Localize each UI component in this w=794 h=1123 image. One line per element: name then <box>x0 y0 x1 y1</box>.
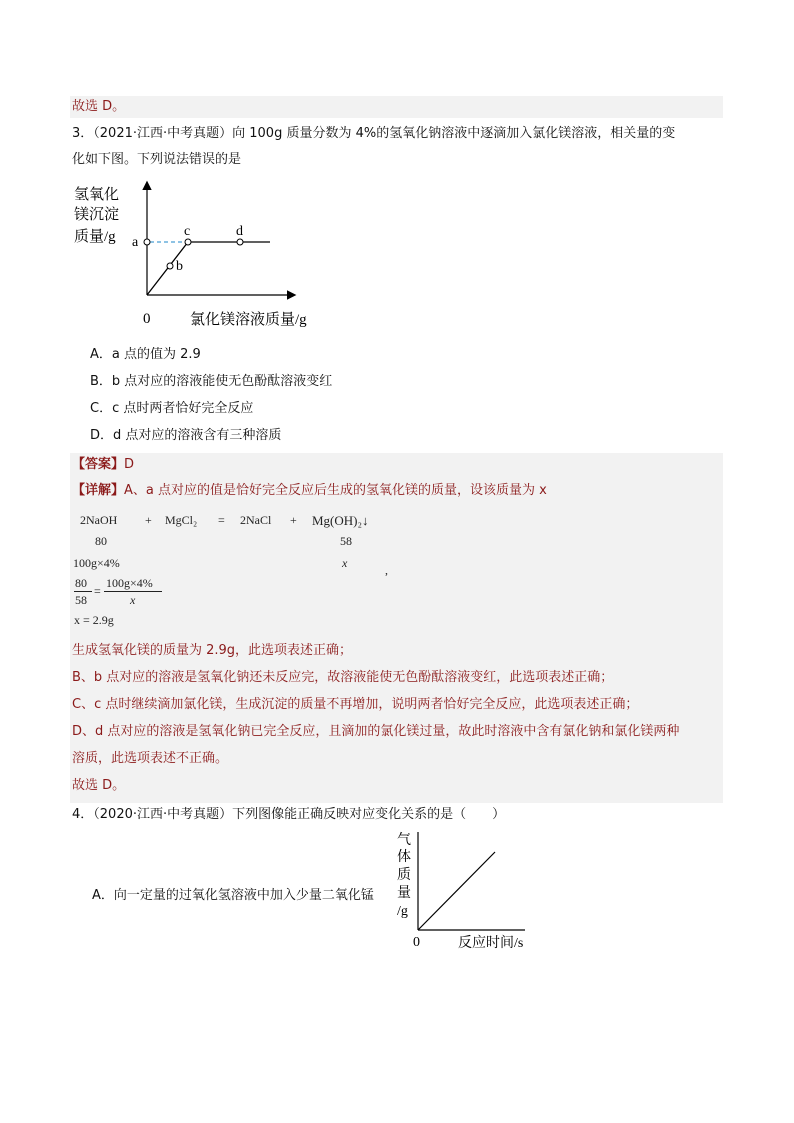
q3-point-c <box>185 239 191 245</box>
eq-equals: = <box>218 513 225 527</box>
q3-option-c: C．c 点时两者恰好完全反应 <box>90 401 254 416</box>
frac-eq: = <box>94 584 101 598</box>
frac-left-bar <box>74 591 92 592</box>
eq-plus2: + <box>290 513 297 527</box>
q4-graph-line <box>418 852 495 930</box>
q3-graph-ylabel-3: 质量/g <box>74 229 116 245</box>
eq-p1: 2NaCl <box>240 513 272 527</box>
eq-plus1: + <box>145 513 152 527</box>
q4-stem: 4．（2020·江西·中考真题）下列图像能正确反映对应变化关系的是（ ） <box>72 807 506 822</box>
answer-band-top <box>70 96 723 118</box>
frac-left-num: 80 <box>75 576 87 590</box>
q4-xlabel: 反应时间/s <box>458 936 524 951</box>
q3-point-b <box>167 263 173 269</box>
q3-detail <box>72 481 547 501</box>
q3-explanation-2: B、b 点对应的溶液是氢氧化钠还未反应完，故溶液能使无色酚酞溶液变红，此选项表述正确； <box>72 670 614 685</box>
q3-label-c: c <box>184 224 191 239</box>
eq-known-2: x <box>342 556 348 570</box>
q3-label-a: a <box>132 235 139 250</box>
eq-mass-2: 58 <box>340 534 352 548</box>
q4-graph <box>385 828 535 953</box>
q4-ylabel-1: 气 <box>397 833 411 848</box>
q3-answer <box>72 455 134 475</box>
eq-result: x = 2.9g <box>74 613 114 627</box>
frac-right-den: x <box>130 593 136 607</box>
q3-point-d <box>237 239 243 245</box>
answer-tag: 【答案】 <box>72 457 125 472</box>
frac-right-bar <box>104 591 162 592</box>
q4-ylabel-2: 体 <box>397 850 411 865</box>
eq-r2: MgCl₂ <box>165 513 198 527</box>
eq-p2: Mg(OH)₂↓ <box>312 513 369 528</box>
q3-graph-ylabel-1: 氢氧化 <box>74 187 120 203</box>
q4-ylabel-3: 质 <box>397 868 411 883</box>
q2-final-answer: 故选 D。 <box>72 99 126 114</box>
q3-explanation-5: 溶质，此选项表述不正确。 <box>72 751 229 766</box>
q3-stem-line1: 3．（2021·江西·中考真题）向 100g 质量分数为 4%的氢氧化钠溶液中逐滴加入氯化镁溶液，相关量的变 <box>72 126 676 141</box>
q4-ylabel-4: 量 <box>397 886 411 901</box>
eq-comma: , <box>385 563 388 577</box>
q3-explanation-4: D、d 点对应的溶液是氢氧化钠已完全反应，且滴加的氯化镁过量，故此时溶液中含有氯化钠和氯化镁两种 <box>72 724 680 739</box>
q4-option-a: A．向一定量的过氧化氢溶液中加入少量二氧化锰 <box>92 888 374 903</box>
q3-final-answer: 故选 D。 <box>72 778 126 793</box>
q3-label-b: b <box>176 259 183 274</box>
q3-graph-line <box>147 242 270 295</box>
q3-label-d: d <box>236 224 243 239</box>
eq-known-1: 100g×4% <box>73 556 120 570</box>
q3-option-b: B．b 点对应的溶液能使无色酚酞溶液变红 <box>90 374 333 389</box>
detail-tag: 【详解】 <box>72 483 125 498</box>
q4-ylabel-5: /g <box>397 904 408 919</box>
q3-option-a: A．a 点的值为 2.9 <box>90 347 201 362</box>
q3-explanation-3: C、c 点时继续滴加氯化镁，生成沉淀的质量不再增加，说明两者恰好完全反应，此选项表述正确； <box>72 697 639 712</box>
q3-stem-line2: 化如下图。下列说法错误的是 <box>72 152 242 167</box>
q3-graph-origin: 0 <box>143 311 151 327</box>
q3-graph-ylabel-2: 镁沉淀 <box>74 207 120 223</box>
eq-mass-1: 80 <box>95 534 107 548</box>
answer-value: D <box>124 457 135 472</box>
q3-graph-xlabel: 氯化镁溶液质量/g <box>190 312 307 328</box>
q3-point-a <box>144 239 150 245</box>
q4-origin: 0 <box>413 935 420 950</box>
q3-option-d: D．d 点对应的溶液含有三种溶质 <box>90 428 282 443</box>
q3-explanation-1: 生成氢氧化镁的质量为 2.9g，此选项表述正确； <box>72 643 353 658</box>
detail-text: A、a 点对应的值是恰好完全反应后生成的氢氧化镁的质量，设该质量为 x <box>124 483 547 498</box>
q3-graph <box>70 175 340 335</box>
frac-left-den: 58 <box>75 593 87 607</box>
eq-r1: 2NaOH <box>80 513 118 527</box>
frac-right-num: 100g×4% <box>106 576 153 590</box>
